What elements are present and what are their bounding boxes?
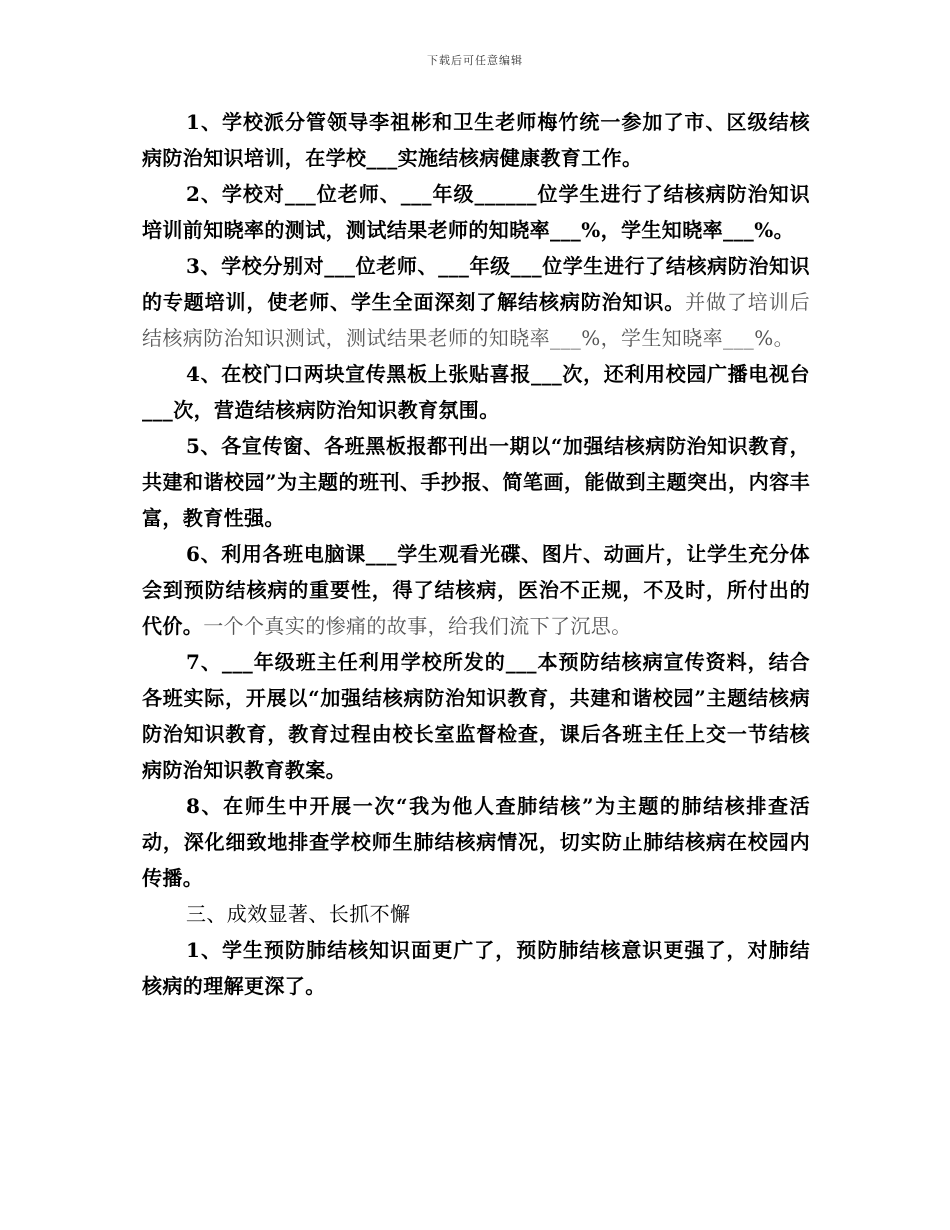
paragraph-9-text: 1、学生预防肺结核知识面更广了，预防肺结核意识更强了，对肺结核病的理解更深了。 (142, 938, 810, 998)
paragraph-8-text: 8、在师生中开展一次“我为他人查肺结核”为主题的肺结核排查活动，深化细致地排查学校师生肺结核病情况，切实防止肺结核病在校园内传播。 (142, 794, 810, 890)
paragraph-8 (142, 788, 810, 896)
paragraph-2-text: 2、学校对___位老师、___年级______位学生进行了结核病防治知识培训前知晓率的测试，测试结果老师的知晓率___%，学生知晓率___%。 (142, 182, 810, 242)
paragraph-4 (142, 356, 810, 428)
paragraph-9 (142, 932, 810, 1004)
paragraph-1 (142, 104, 810, 176)
paragraph-3-tail: 并做了培训后结核病防治知识测试，测试结果老师的知晓率___%，学生知晓率___%。 (142, 290, 810, 350)
paragraph-6-tail: 一个个真实的惨痛的故事，给我们流下了沉思。 (203, 614, 632, 638)
paragraph-3-text: 3、学校分别对___位老师、___年级___位学生进行了结核病防治知识的专题培训，使老师、学生全面深刻了解结核病防治知识。 (142, 254, 810, 314)
paragraph-6-text: 6、利用各班电脑课___学生观看光碟、图片、动画片，让学生充分体会到预防结核病的重要性，得了结核病，医治不正规，不及时，所付出的代价。 (142, 542, 810, 638)
paragraph-7 (142, 644, 810, 788)
paragraph-4-text: 4、在校门口两块宣传黑板上张贴喜报___次，还利用校园广播电视台___次，营造结核病防治知识教育氛围。 (142, 362, 810, 422)
paragraph-5-text: 5、各宣传窗、各班黑板报都刊出一期以“加强结核病防治知识教育，共建和谐校园”为主题的班刊、手抄报、简笔画，能做到主题突出，内容丰富，教育性强。 (142, 434, 810, 530)
section-heading: 三、成效显著、长抓不懈 (186, 902, 411, 926)
paragraph-6 (142, 536, 810, 644)
paragraph-2 (142, 176, 810, 248)
paragraph-5 (142, 428, 810, 536)
page-header: 下载后可任意编辑 (427, 54, 523, 67)
document-body (142, 104, 810, 1004)
paragraph-7-text: 7、___年级班主任利用学校所发的___本预防结核病宣传资料，结合各班实际，开展以“加强结核病防治知识教育，共建和谐校园”主题结核病防治知识教育，教育过程由校长室监督检查，课后各班主任上交一节结核病防治知识教育教案。 (142, 650, 810, 782)
paragraph-1-text: 1、学校派分管领导李祖彬和卫生老师梅竹统一参加了市、区级结核病防治知识培训，在学校___实施结核病健康教育工作。 (142, 110, 810, 170)
paragraph-3 (142, 248, 810, 356)
